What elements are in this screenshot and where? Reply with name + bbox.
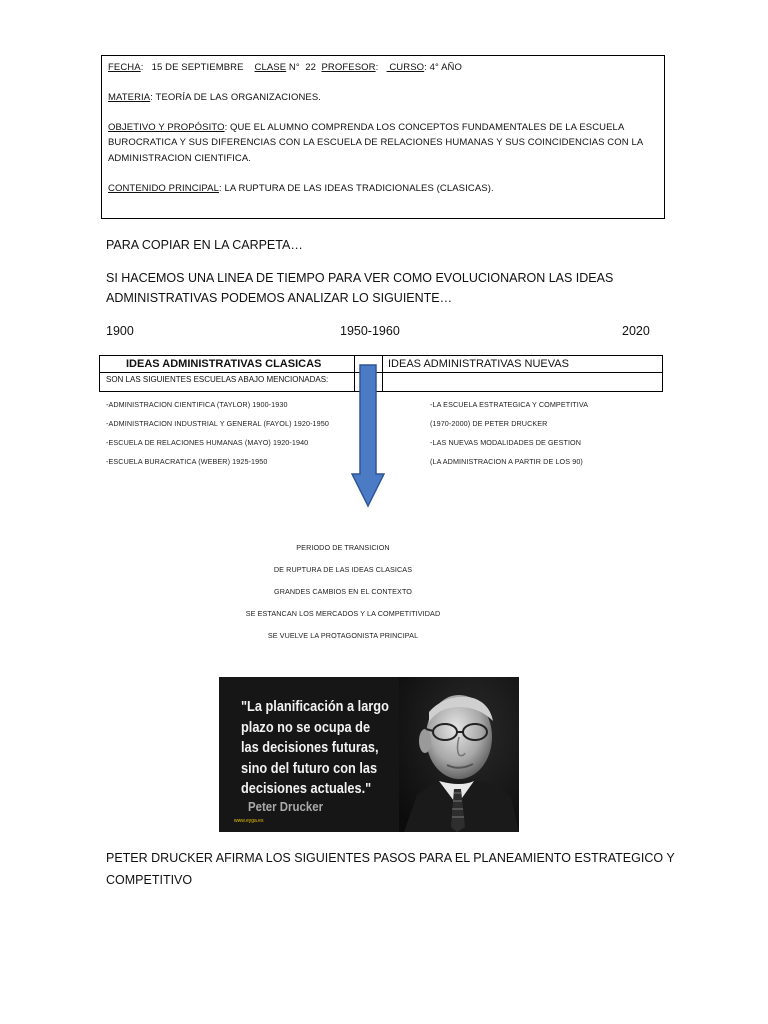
transition-line: SE VUELVE LA PROTAGONISTA PRINCIPAL <box>267 631 419 640</box>
classic-school-item: -ADMINISTRACION INDUSTRIAL Y GENERAL (FAYOL) 1920-1950 <box>106 419 329 428</box>
header-line-materia <box>108 90 658 105</box>
quote-site: www.eyga.es <box>234 818 264 824</box>
closing-line-1: PETER DRUCKER AFIRMA LOS SIGUIENTES PASOS PARA EL PLANEAMIENTO ESTRATEGICO Y <box>106 851 675 865</box>
quote-line: sino del futuro con las <box>241 760 378 777</box>
fecha-label: FECHA <box>108 62 141 73</box>
new-school-item: (LA ADMINISTRACION A PARTIR DE LOS 90) <box>430 457 583 466</box>
fecha-value: : 15 DE SEPTIEMBRE <box>140 62 255 73</box>
quote-author: Peter Drucker <box>248 799 324 814</box>
timeline-intro-line-1: SI HACEMOS UNA LINEA DE TIEMPO PARA VER COMO EVOLUCIONARON LAS IDEAS <box>106 271 614 285</box>
clase-value: N° 22 <box>286 62 322 73</box>
classic-ideas-header: IDEAS ADMINISTRATIVAS CLASICAS <box>126 358 322 370</box>
timeline-intro-line-2: ADMINISTRATIVAS PODEMOS ANALIZAR LO SIGUIENTE… <box>106 291 453 305</box>
peter-drucker-portrait <box>399 677 519 832</box>
new-ideas-header: IDEAS ADMINISTRATIVAS NUEVAS <box>388 358 569 370</box>
transition-line: DE RUPTURA DE LAS IDEAS CLASICAS <box>273 565 413 574</box>
transition-line: GRANDES CAMBIOS EN EL CONTEXTO <box>274 587 412 596</box>
quote-text <box>241 697 391 800</box>
classic-schools-list <box>106 400 329 467</box>
curso-value: : 4° AÑO <box>424 62 463 73</box>
classic-ideas-subheader: SON LAS SIGUIENTES ESCUELAS ABAJO MENCIONADAS: <box>106 375 329 384</box>
timeline-year-middle: 1950-1960 <box>340 324 400 338</box>
classic-school-item: -ESCUELA BURACRATICA (WEBER) 1925-1950 <box>106 457 268 466</box>
materia-label: MATERIA <box>108 92 151 103</box>
objetivo-line-3: ADMINISTRACION CIENTIFICA. <box>108 153 251 164</box>
header-line-date <box>108 60 658 75</box>
objetivo-label: OBJETIVO Y PROPÓSITO <box>108 122 225 133</box>
materia-value: : TEORÍA DE LAS ORGANIZACIONES. <box>150 92 322 103</box>
quote-line: decisiones actuales." <box>241 781 372 797</box>
quote-line: "La planificación a largo <box>241 699 389 715</box>
objetivo-line-2: BUROCRATICA Y SUS DIFERENCIAS CON LA ESCUELA DE RELACIONES HUMANAS Y SUS COINCIDENCIAS CON LA <box>108 137 644 148</box>
new-school-item: -LA ESCUELA ESTRATEGICA Y COMPETITIVA <box>430 400 589 409</box>
quote-line: plazo no se ocupa de <box>241 719 371 736</box>
quote-line: las decisiones futuras, <box>241 740 379 756</box>
clase-label: CLASE <box>254 62 287 73</box>
contenido-value: : LA RUPTURA DE LAS IDEAS TRADICIONALES (CLASICAS). <box>219 183 494 194</box>
contenido-label: CONTENIDO PRINCIPAL <box>108 183 219 194</box>
copy-instruction: PARA COPIAR EN LA CARPETA… <box>106 238 303 252</box>
classic-school-item: -ESCUELA DE RELACIONES HUMANAS (MAYO) 1920-1940 <box>106 438 309 447</box>
timeline-year-start: 1900 <box>106 324 134 338</box>
down-arrow-icon <box>351 364 385 508</box>
timeline-year-end: 2020 <box>622 324 650 338</box>
drucker-quote-image <box>219 677 519 832</box>
new-school-item: -LAS NUEVAS MODALIDADES DE GESTION <box>430 438 582 447</box>
header-line-objetivo-1 <box>108 120 658 135</box>
transition-block <box>230 543 456 641</box>
profesor-value: : <box>375 62 387 73</box>
transition-line: SE ESTANCAN LOS MERCADOS Y LA COMPETITIVIDAD <box>245 609 441 618</box>
new-schools-list <box>430 400 588 467</box>
objetivo-line-1: : QUE EL ALUMNO COMPRENDA LOS CONCEPTOS FUNDAMENTALES DE LA ESCUELA <box>224 122 625 133</box>
profesor-label: PROFESOR <box>321 62 376 73</box>
lesson-header-box <box>101 55 665 219</box>
new-school-item: (1970-2000) DE PETER DRUCKER <box>430 419 548 428</box>
curso-label: CURSO <box>386 62 425 73</box>
closing-line-2: COMPETITIVO <box>106 873 193 887</box>
classic-school-item: -ADMINISTRACION CIENTIFICA (TAYLOR) 1900-1930 <box>106 400 288 409</box>
header-line-contenido <box>108 181 658 196</box>
transition-line: PERIODO DE TRANSICION <box>296 543 390 552</box>
